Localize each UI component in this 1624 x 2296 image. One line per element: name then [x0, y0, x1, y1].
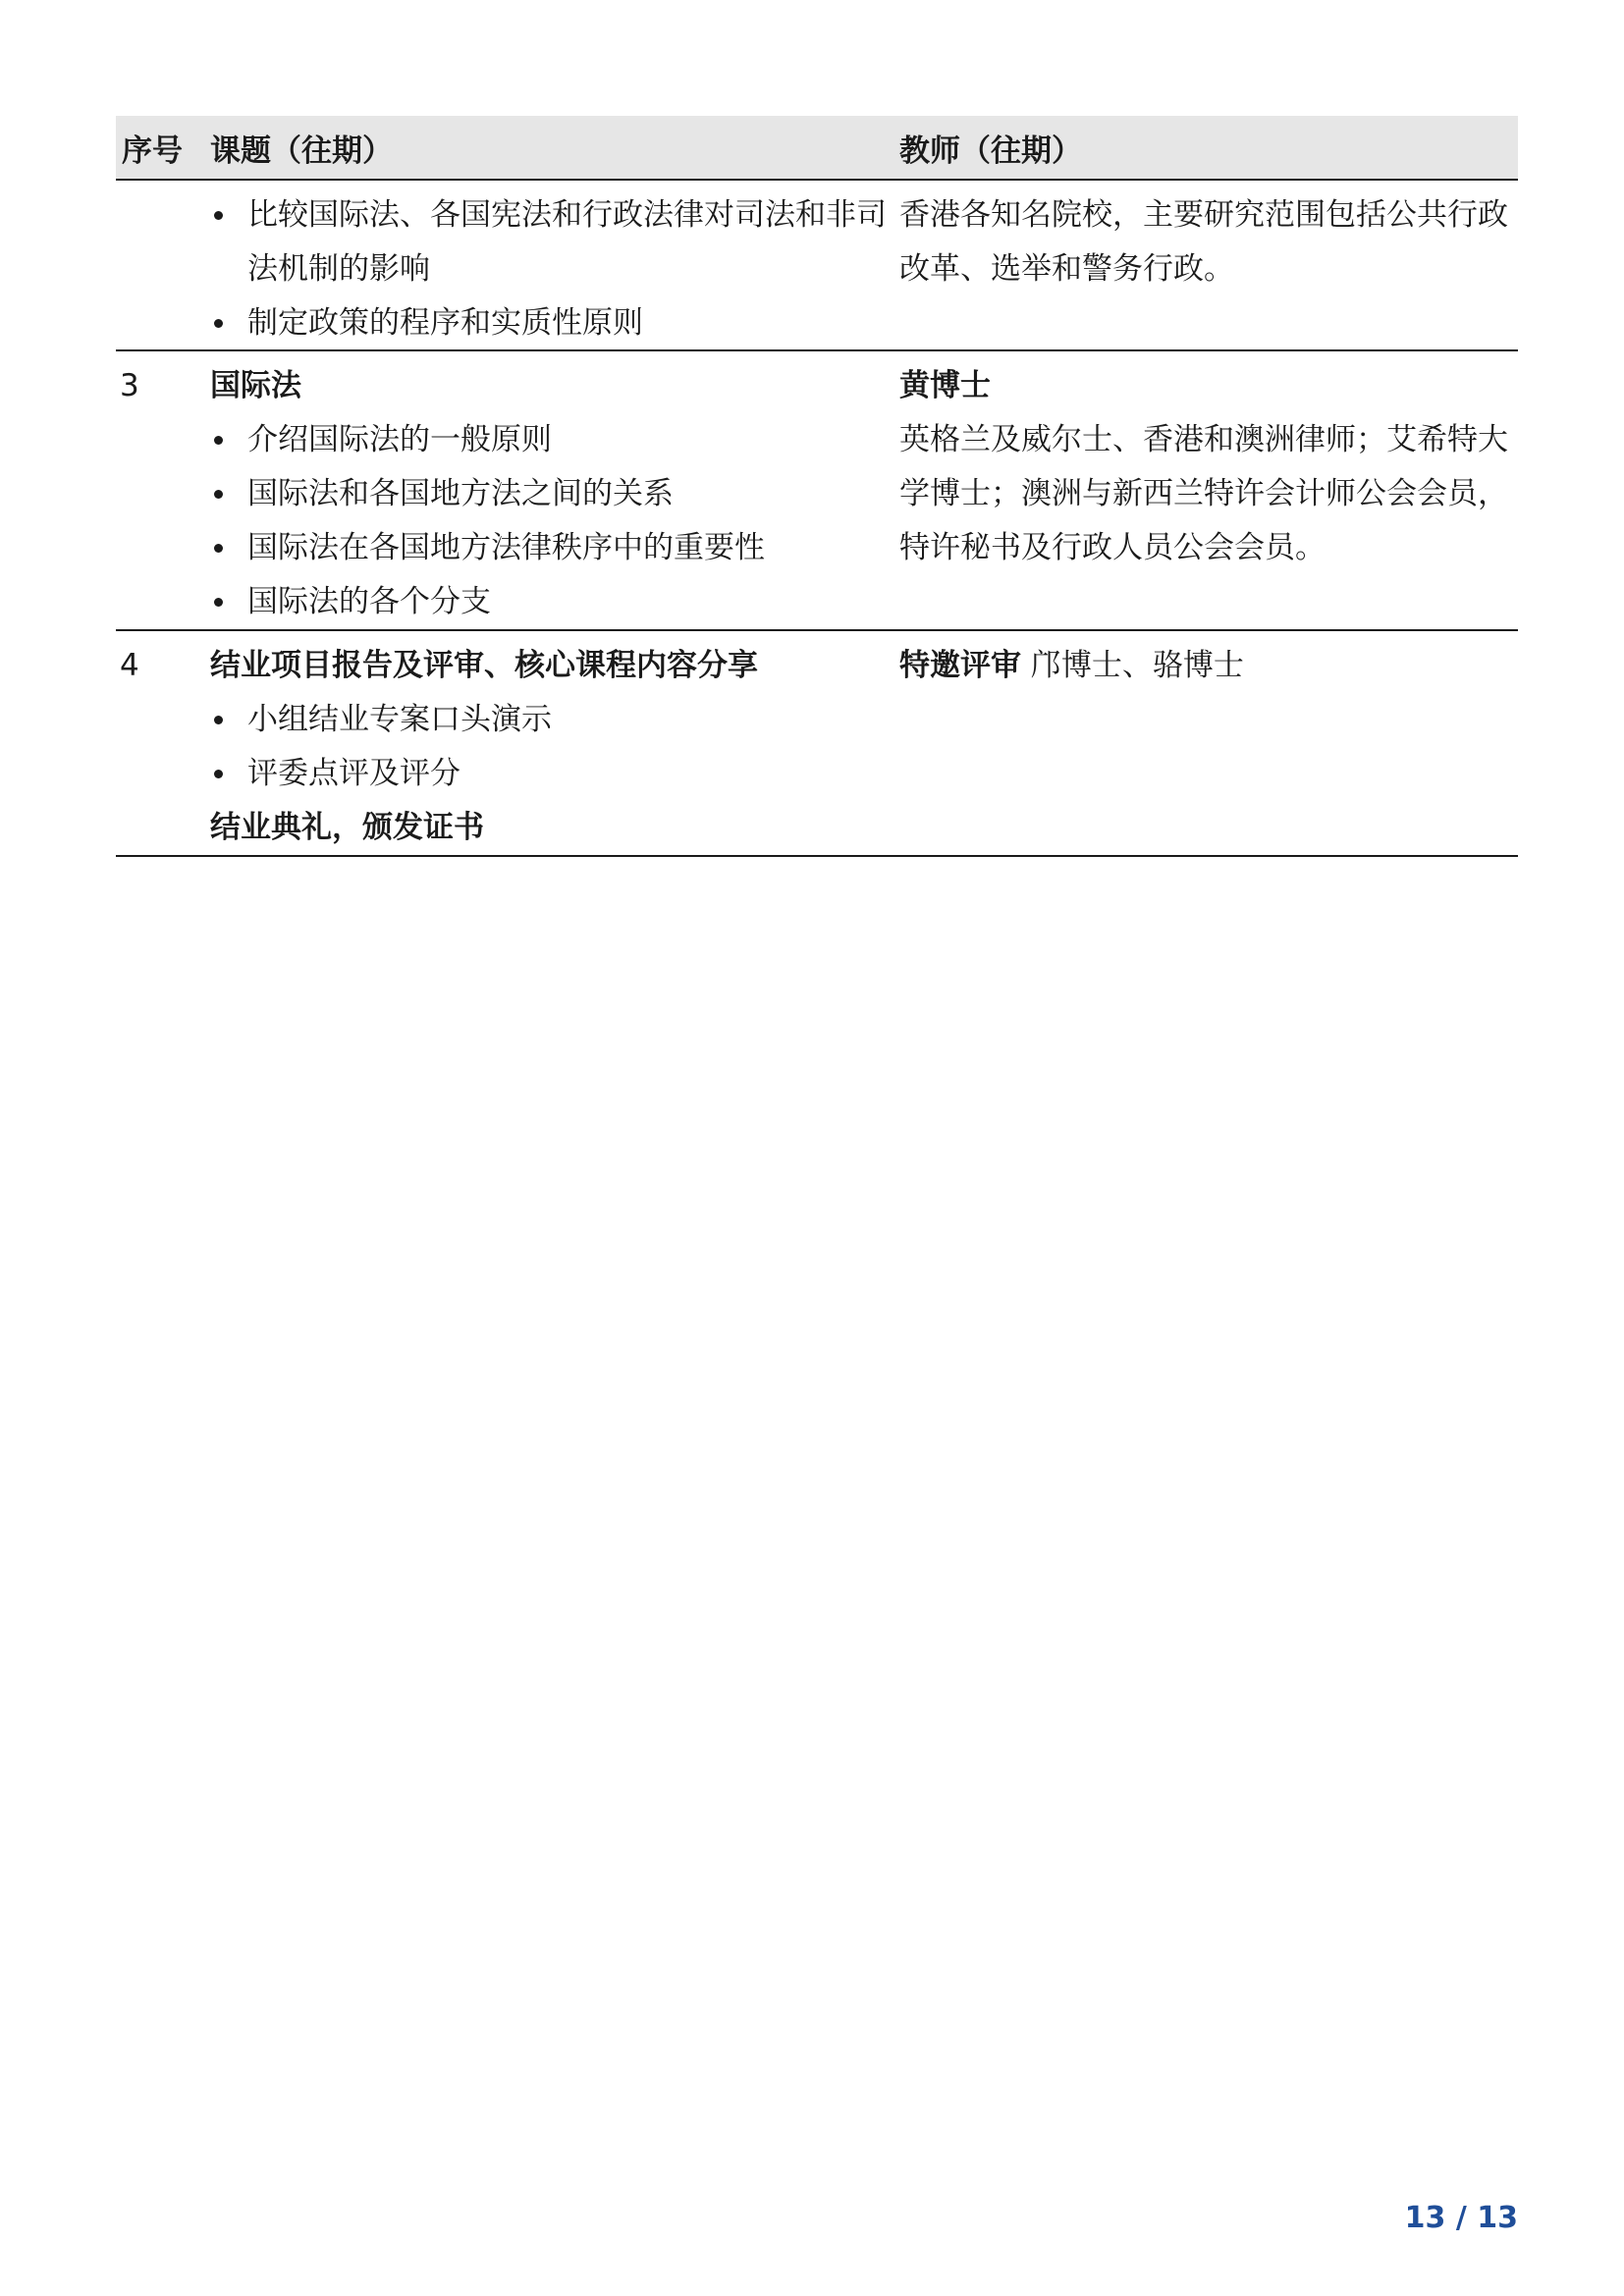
list-item: 评委点评及评分	[210, 747, 890, 801]
closing-ceremony: 结业典礼，颁发证书	[210, 810, 484, 845]
list-item: 国际法和各国地方法之间的关系	[210, 467, 890, 521]
list-item: 小组结业专案口头演示	[210, 693, 890, 747]
row-number: 4	[120, 648, 139, 683]
teacher-desc: 香港各知名院校，主要研究范围包括公共行政改革、选举和警务行政。	[899, 197, 1508, 287]
list-item: 国际法的各个分支	[210, 575, 890, 629]
teacher-label: 特邀评审	[899, 648, 1021, 683]
table-row-4	[116, 631, 1518, 857]
list-item: 国际法在各国地方法律秩序中的重要性	[210, 521, 890, 575]
topic-bullets	[210, 188, 890, 350]
teacher-names: 邝博士、骆博士	[1021, 648, 1244, 683]
topic-title: 国际法	[210, 368, 301, 403]
teacher-name: 黄博士	[899, 368, 991, 403]
list-item: 制定政策的程序和实质性原则	[210, 296, 890, 350]
header-num: 序号	[122, 133, 183, 169]
table-header	[116, 116, 1518, 181]
header-topic: 课题（往期）	[210, 133, 393, 169]
topic-title: 结业项目报告及评审、核心课程内容分享	[210, 648, 758, 683]
table-row-3	[116, 351, 1518, 631]
header-teacher: 教师（往期）	[899, 133, 1082, 169]
topic-bullets	[210, 693, 890, 801]
course-table	[116, 116, 1518, 857]
topic-bullets	[210, 413, 890, 629]
table-row-continued	[116, 181, 1518, 351]
teacher-desc: 英格兰及威尔士、香港和澳洲律师；艾希特大学博士；澳洲与新西兰特许会计师公会会员，特许秘书及行政人员公会会员。	[899, 422, 1508, 565]
page-number: 13 / 13	[1404, 2201, 1518, 2235]
row-number: 3	[120, 368, 139, 403]
list-item: 比较国际法、各国宪法和行政法律对司法和非司法机制的影响	[210, 188, 890, 296]
list-item: 介绍国际法的一般原则	[210, 413, 890, 467]
